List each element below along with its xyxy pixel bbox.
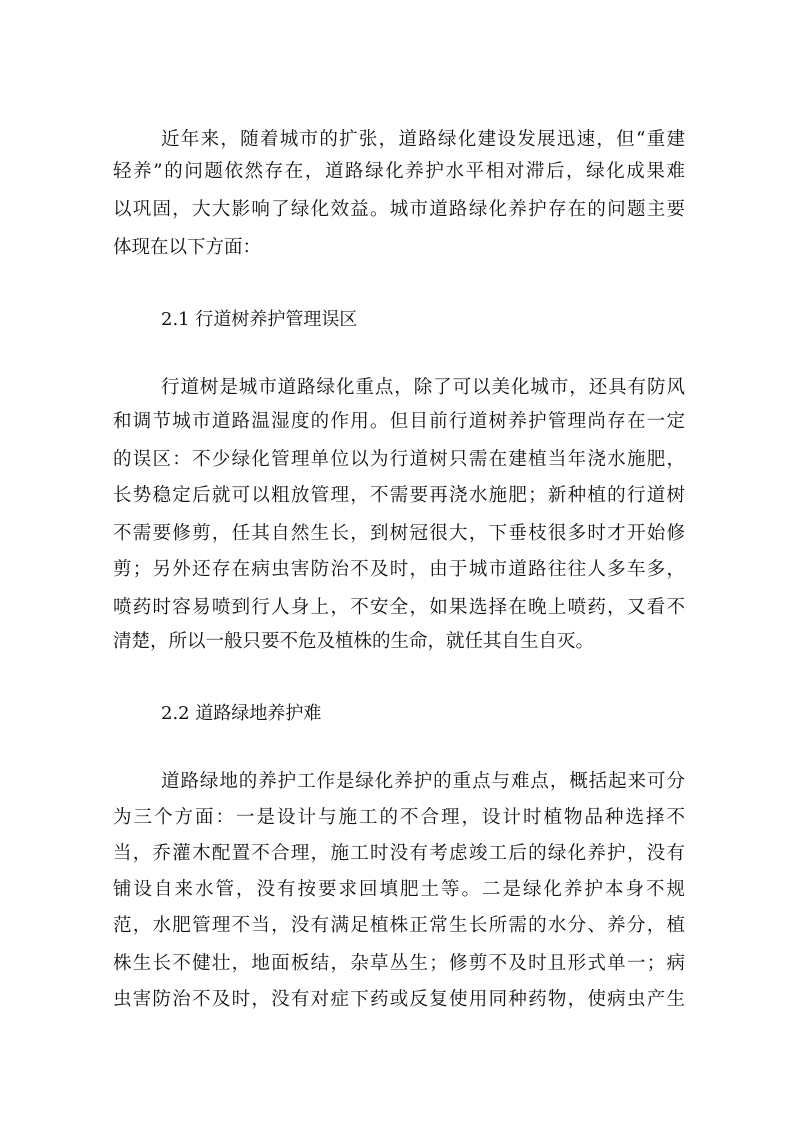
section-heading-2-1: 2.1 行道树养护管理误区	[161, 309, 358, 330]
paragraph-2-line-2: 和调节城市道路温湿度的作用。但目前行道树养护管理尚存在一定	[113, 411, 685, 432]
paragraph-2-line-3: 的误区：不少绿化管理单位以为行道树只需在建植当年浇水施肥，	[113, 449, 685, 470]
paragraph-2-line-8: 清楚，所以一般只要不危及植株的生命，就任其自生自灭。	[113, 631, 595, 652]
paragraph-1-line-2: 轻养”的问题依然存在，道路绿化养护水平相对滞后，绿化成果难	[113, 161, 685, 182]
paragraph-3-line-7: 虫害防治不及时，没有对症下药或反复使用同种药物，使病虫产生	[113, 989, 685, 1010]
paragraph-2-line-5: 不需要修剪，任其自然生长，到树冠很大，下垂枝很多时才开始修	[113, 523, 685, 544]
paragraph-1-line-4: 体现在以下方面：	[113, 237, 262, 258]
paragraph-2-line-4: 长势稳定后就可以粗放管理，不需要再浇水施肥；新种植的行道树	[113, 485, 685, 506]
paragraph-3-line-2: 为三个方面：一是设计与施工的不合理，设计时植物品种选择不	[113, 807, 685, 828]
paragraph-3-line-4: 铺设自来水管，没有按要求回填肥土等。二是绿化养护本身不规	[113, 879, 685, 900]
paragraph-2-line-6: 剪；另外还存在病虫害防治不及时，由于城市道路往往人多车多，	[113, 559, 685, 580]
paragraph-3-line-3: 当，乔灌木配置不合理，施工时没有考虑竣工后的绿化养护，没有	[113, 843, 685, 864]
paragraph-2-line-7: 喷药时容易喷到行人身上，不安全，如果选择在晚上喷药，又看不	[113, 597, 685, 618]
paragraph-3-line-1: 道路绿地的养护工作是绿化养护的重点与难点，概括起来可分	[161, 771, 685, 792]
paragraph-1-line-1: 近年来，随着城市的扩张，道路绿化建设发展迅速，但“重建	[161, 129, 685, 150]
section-heading-2-2: 2.2 道路绿地养护难	[161, 703, 322, 724]
paragraph-3-line-5: 范，水肥管理不当，没有满足植株正常生长所需的水分、养分，植	[113, 915, 685, 936]
paragraph-2-line-1: 行道树是城市道路绿化重点，除了可以美化城市，还具有防风	[161, 377, 685, 398]
paragraph-1-line-3: 以巩固，大大影响了绿化效益。城市道路绿化养护存在的问题主要	[113, 199, 685, 220]
paragraph-3-line-6: 株生长不健壮，地面板结，杂草丛生；修剪不及时且形式单一；病	[113, 953, 685, 974]
